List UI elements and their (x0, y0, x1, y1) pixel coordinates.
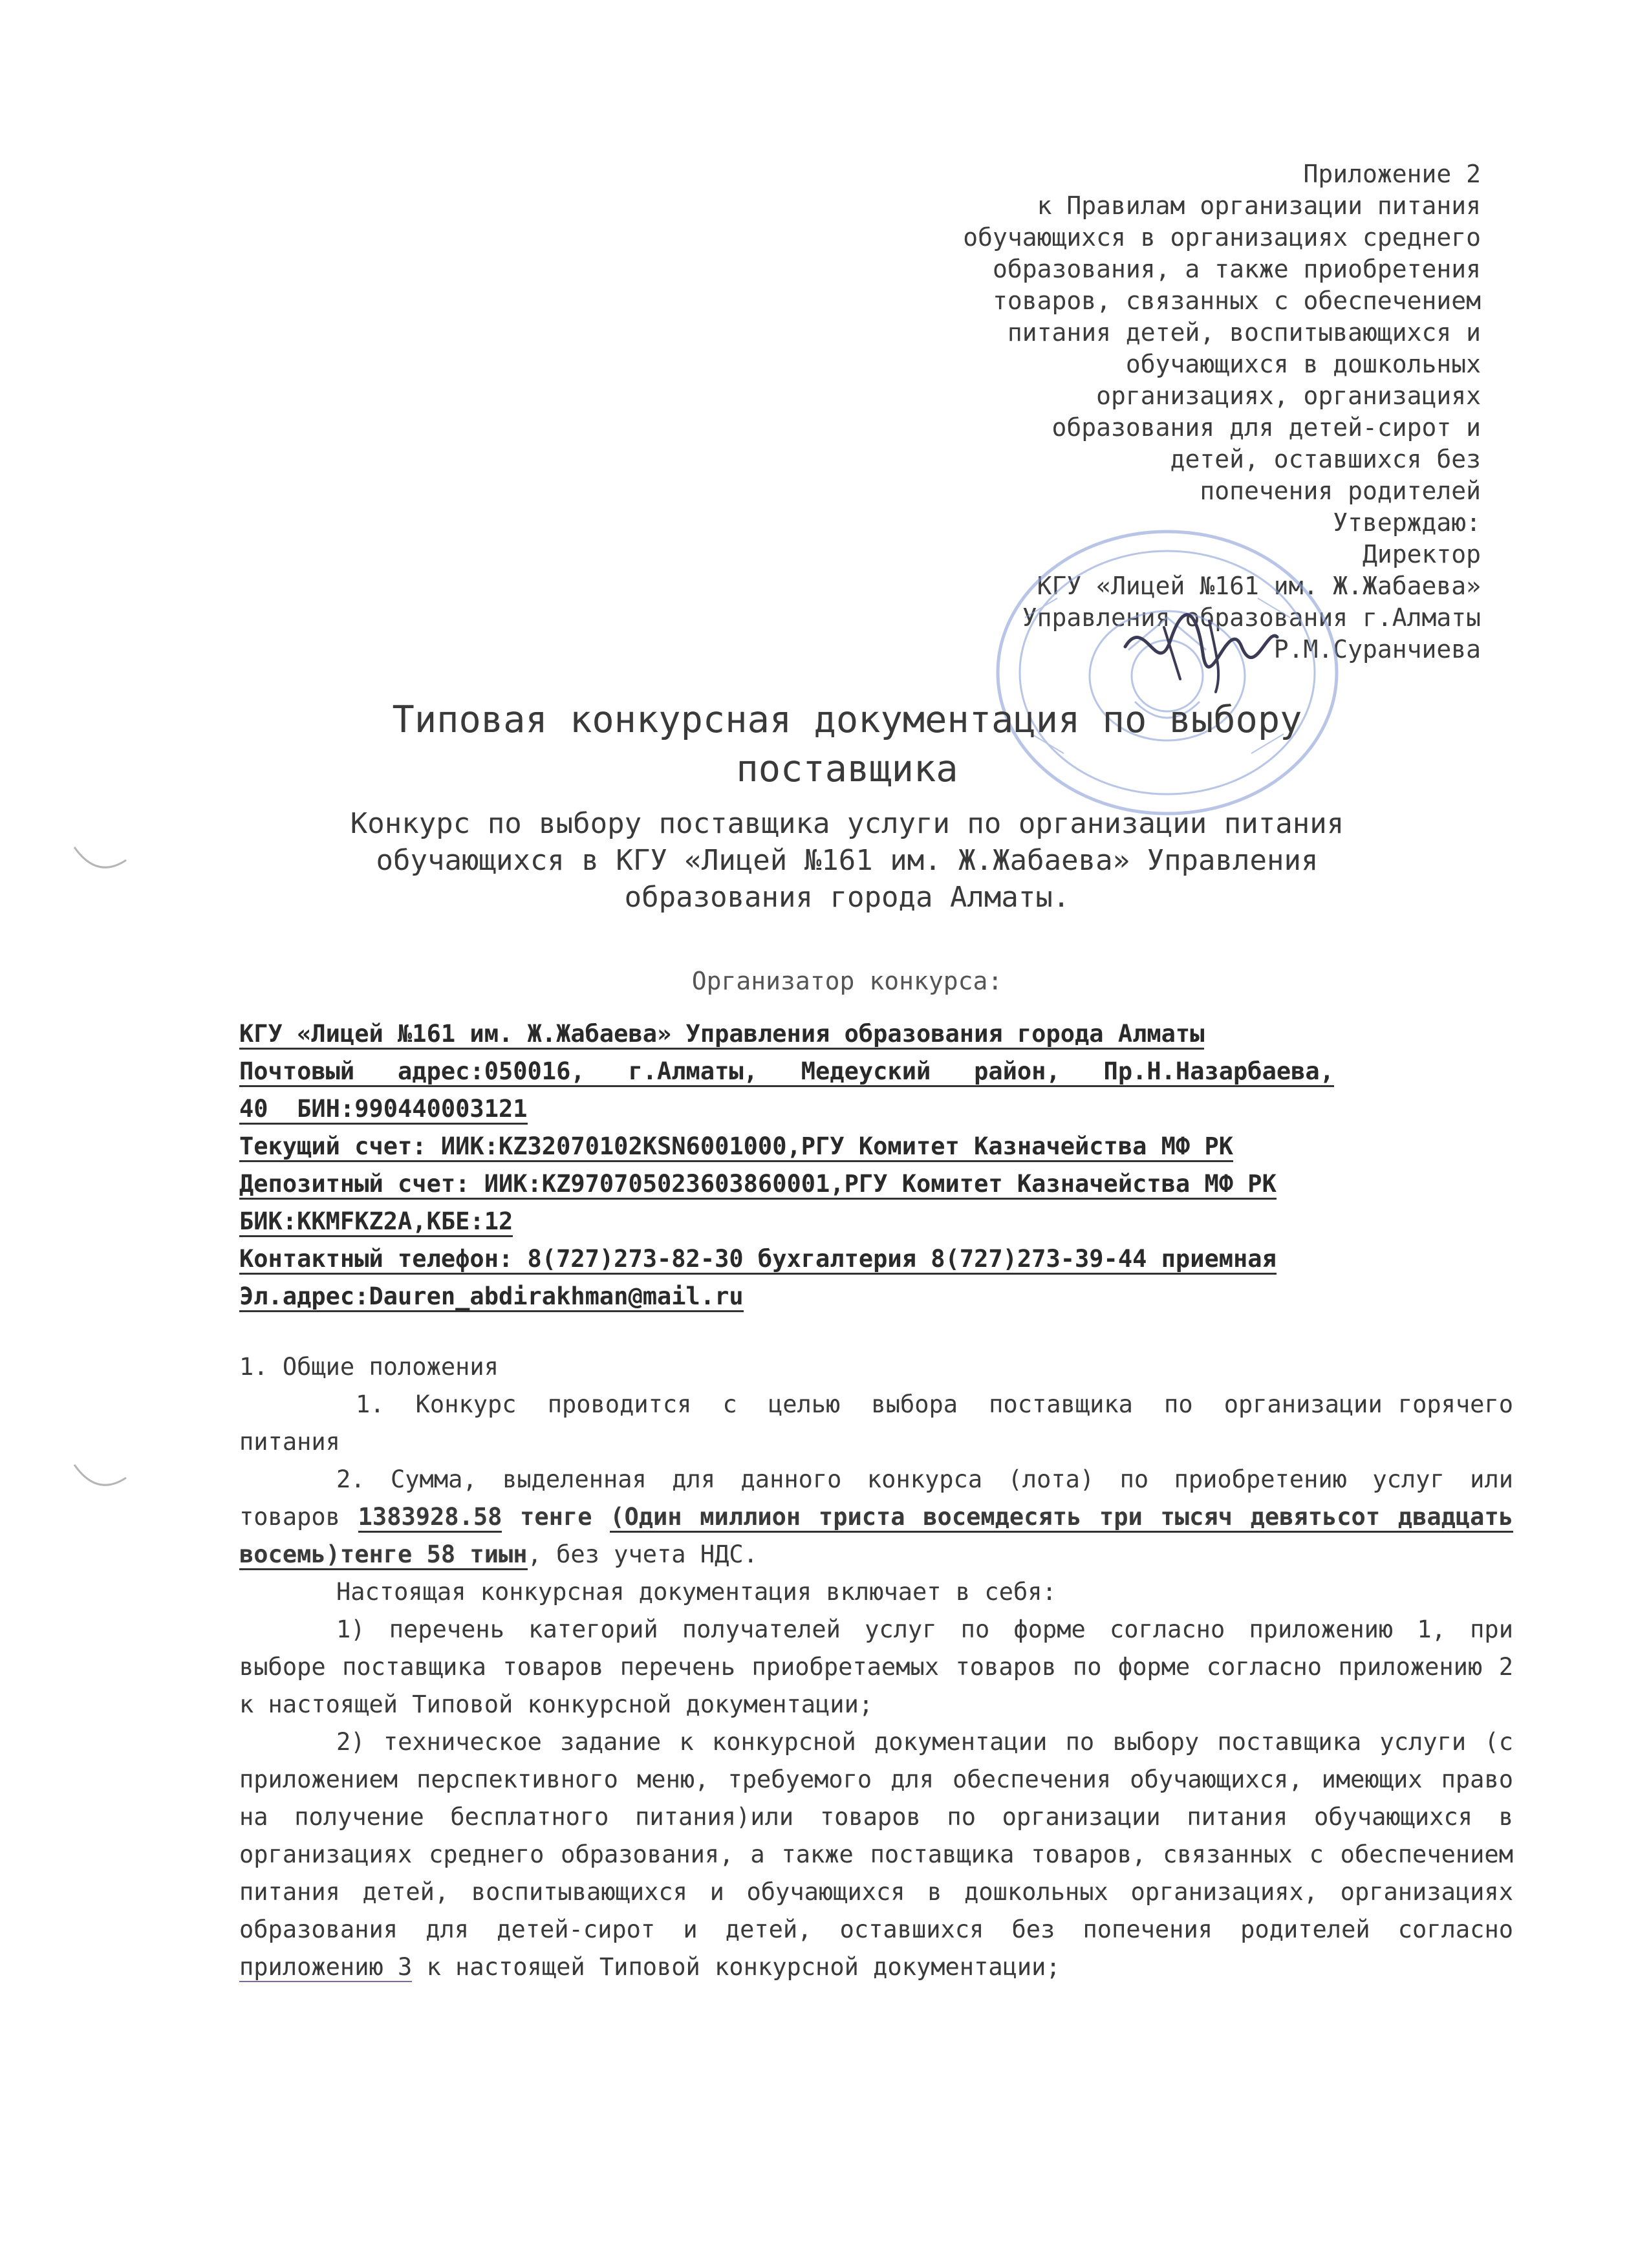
title-line-2: поставщика (736, 748, 958, 790)
organizer-details (239, 1015, 1468, 1315)
approval-line: КГУ «Лицей №161 им. Ж.Жабаева» (1037, 572, 1481, 600)
punch-hole-mark (71, 1458, 129, 1494)
paragraph-item-2 (239, 1461, 1513, 1573)
appendix-line: к Правилам организации питания (1037, 191, 1481, 220)
subtitle-line-1: Конкурс по выбору поставщика услуги по организации питания (350, 807, 1344, 840)
organizer-name: КГУ «Лицей №161 им. Ж.Жабаева» Управления образования города Алматы (239, 1020, 1204, 1050)
subitem-1: 1) перечень категорий получателей услуг по форме согласно приложению 1, при выборе поставщика товаров перечень приобретаемых товаров по форме согласно приложению 2 к настоящей Типовой конкурсной документации; (239, 1615, 1513, 1718)
appendix-line: товаров, связанных с обеспечением (993, 286, 1481, 315)
appendix-line: организациях, организациях (1096, 382, 1481, 410)
director-signature (1119, 601, 1280, 698)
amount-in-words: (Один миллион триста восемдесять три тысяч девятьсот двадцать восемь)тенге 58 тиын (239, 1503, 1513, 1570)
appendix-line: детей, оставшихся без (1170, 445, 1481, 473)
appendix-line: попечения родителей (1200, 477, 1481, 505)
appendix-line: питания детей, воспитывающихся и (1007, 318, 1481, 347)
appendix-line: образования для детей-сирот и (1051, 413, 1481, 442)
document-subtitle (246, 805, 1449, 916)
appendix-line: обучающихся в организациях среднего (963, 223, 1481, 252)
includes-intro: Настоящая конкурсная документация включает в себя: (336, 1578, 1057, 1606)
appendix-line: образования, а также приобретения (993, 255, 1481, 283)
punch-hole-mark (71, 841, 129, 876)
approval-signer: Р.М.Суранчиева (1273, 635, 1481, 664)
approval-line: Управления образования г.Алматы (1022, 603, 1481, 632)
subitem-2-end: к настоящей Типовой конкурсной документации; (412, 1953, 1061, 1981)
organizer-address-line-1: Почтовый адрес:050016, г.Алматы, Медеуский район, Пр.Н.Назарбаева, (239, 1057, 1334, 1087)
document-body (239, 1348, 1528, 1986)
appendix-3-link[interactable]: приложению 3 (239, 1953, 413, 1981)
subitem-2 (239, 1723, 1513, 1986)
organizer-label: Организатор конкурса: (691, 967, 1003, 995)
document-title (246, 695, 1449, 794)
appendix-line: обучающихся в дошкольных (1125, 350, 1481, 378)
vat-note: , без учета НДС. (527, 1540, 758, 1568)
appendix-line: Приложение 2 (1303, 160, 1481, 188)
title-line-1: Типовая конкурсная документация по выбору (392, 698, 1302, 741)
lot-amount: 1383928.58 (358, 1503, 502, 1533)
subtitle-line-3: образования города Алматы. (624, 881, 1070, 914)
section-heading: 1. Общие положения (239, 1353, 499, 1381)
deposit-account: Депозитный счет: ИИК:KZ970705023603860001,РГУ Комитет Казначейства МФ РК (239, 1170, 1277, 1200)
approval-line: Утверждаю: (1333, 508, 1481, 537)
subtitle-line-2: обучающихся в КГУ «Лицей №161 им. Ж.Жабаева» Управления (376, 844, 1319, 877)
current-account: Текущий счет: ИИК:KZ32070102KSN6001000,РГУ Комитет Казначейства МФ РК (239, 1132, 1233, 1162)
approval-line: Директор (1362, 540, 1481, 568)
contact-phones: Контактный телефон: 8(727)273-82-30 бухгалтерия 8(727)273-39-44 приемная (239, 1245, 1277, 1275)
currency-label: тенге (502, 1503, 592, 1531)
paragraph-item-1: 1. Конкурс проводится с целью выбора поставщика по организации горячего питания (239, 1390, 1528, 1456)
contact-email: Эл.адрес:Dauren_abdirakhman@mail.ru (239, 1282, 744, 1312)
bank-bik: БИК:KKMFKZ2A,КБЕ:12 (239, 1207, 513, 1237)
item-2-text: 2. Сумма, выделенная для данного конкурса (лота) по приобретению услуг или товаров (239, 1465, 1513, 1531)
organizer-address-line-2: 40 БИН:990440003121 (239, 1095, 528, 1125)
subitem-2-text: 2) техническое задание к конкурсной документации по выбору поставщика услуги (с приложением перспективного меню, требуемого для обеспечения обучающихся, имеющих право на получение бесплатного питания)или товаров по организации питания обучающихся в организациях среднего образования, а также поставщика товаров, связанных с обеспечением питания детей, воспитывающихся и обучающихся в дошкольных организациях, организациях образования для детей-сирот и детей, оставшихся без попечения родителей согласно (239, 1728, 1513, 1943)
